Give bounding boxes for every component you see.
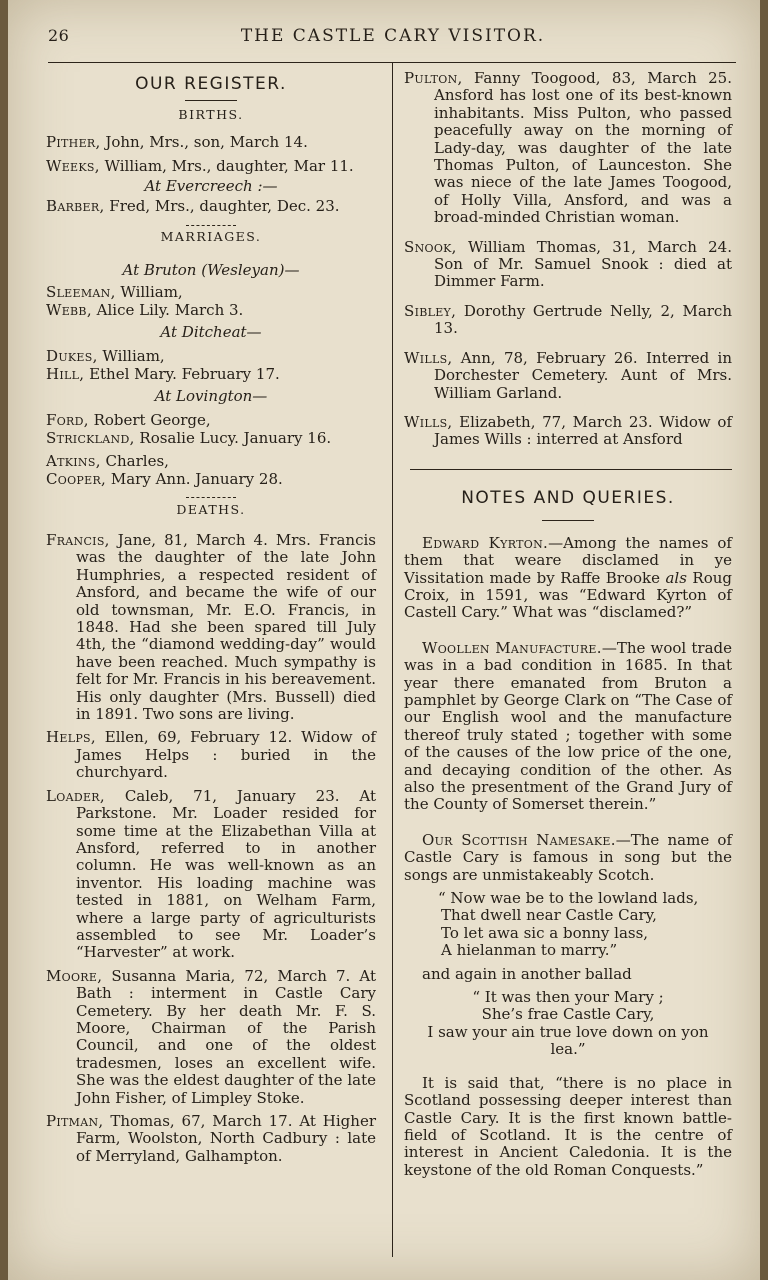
deaths-list-left (46, 532, 376, 1165)
note-scottish: Our Scottish Namesake.—The name of Castle Cary is famous in song but the songs are unmistakeably Scotch. (404, 830, 732, 884)
deaths-heading: DEATHS. (176, 502, 246, 517)
left-column (46, 70, 376, 1165)
births-rule (186, 225, 236, 226)
deaths-list-right (404, 70, 732, 449)
verse-line: lea.” (550, 1040, 586, 1059)
page-number: 26 (48, 26, 70, 45)
death-entry: Pulton, Fanny Toogood, 83, March 25. Ansford has lost one of its best-known inhabitants. Miss Pulton, who passed peacefully away on the morning of Lady-day, was daughter of the late Thomas Pulton, of Launceston. She was niece of the late James Toogood, of Holly Villa, Ansford, and was a broad-minded Christian woman. (404, 69, 732, 227)
right-column (404, 70, 732, 1179)
marriage-entry: Dukes, William, (46, 347, 165, 365)
verse-line: “ It was then your Mary ; (472, 988, 664, 1007)
marriage-entry: Cooper, Mary Ann. January 28. (46, 470, 283, 488)
verse-two (404, 989, 732, 1059)
death-entry: Francis, Jane, 81, March 4. Mrs. Francis was the daughter of the late John Humphries, a respected resident of Ansford, and became the wife of our old townsman, Mr. E.O. Francis, in 1848. Had she been spared till July 4th, the “diamond wedding-day” would have been reached. Much sympathy is felt for Mr. Francis in his bereavement. His only daughter (Mrs. Bussell) died in 1891. Two sons are living. (46, 531, 376, 724)
page (8, 0, 760, 1280)
death-entry: Sibley, Dorothy Gertrude Nelly, 2, March 13. (404, 301, 732, 338)
note-woollen: Woollen Manufacture.—The wool trade was in a bad condition in 1685. In that year there emanated from Bruton a pamphlet by George Clark on “The Case of our English wool and the manufacture thereof truly stated ; together with some of the causes of the low price of the one, and decaying condition of the other. As also the presentment of the Grand Jury of the County of Somerset therein.” (404, 638, 732, 814)
verse-line: A hielanman to marry.” (441, 941, 618, 960)
verse-line: I saw your ain true love down on yon (427, 1022, 709, 1041)
marriages-list (46, 261, 376, 488)
births-heading: BIRTHS. (178, 107, 244, 122)
death-entry: Moore, Susanna Maria, 72, March 7. At Bath : interment in Castle Cary Cemetery. By her death Mr. F. S. Moore, Chairman of the Parish Council, and one of the oldest tradesmen, loses an excellent wife. She was the eldest daughter of the late John Fisher, of Limpley Stoke. (46, 966, 376, 1107)
note-closing: It is said that, “there is no place in Scotland possessing deeper interest than Castle Cary. It is the first known battle-field of Scotland. It is the centre of interest in Ancient Caledonia. It is the keystone of the old Roman Conquests.” (404, 1073, 732, 1179)
death-entry: Wills, Elizabeth, 77, March 23. Widow of James Wills : interred at Ansford (404, 412, 732, 449)
death-entry: Pitman, Thomas, 67, March 17. At Higher Farm, Woolston, North Cadbury : late of Merryland, Galhampton. (46, 1112, 376, 1165)
verse-line: That dwell near Castle Cary, (441, 906, 657, 925)
marriage-entry: Atkins, Charles, (46, 452, 169, 470)
column-divider (392, 62, 393, 1257)
marriage-entry: Ford, Robert George, (46, 411, 211, 429)
marriage-entry: Webb, Alice Lily. March 3. (46, 301, 244, 319)
running-header (48, 26, 738, 54)
verse-one (404, 890, 732, 960)
death-entry: Helps, Ellen, 69, February 12. Widow of James Helps : buried in the churchyard. (46, 728, 376, 782)
register-title: OUR REGISTER. (135, 74, 287, 94)
birth-entry: Weeks, William, Mrs., daughter, Mar 11. (46, 157, 354, 175)
birth-place: At Evercreech :— (144, 177, 278, 195)
marriage-entry: Sleeman, William, (46, 283, 183, 301)
verse-line: She’s frae Castle Cary, (481, 1005, 655, 1024)
notes-title: NOTES AND QUERIES. (461, 487, 675, 508)
marriage-place: At Lovington— (154, 387, 268, 405)
birth-entry: Barber, Fred, Mrs., daughter, Dec. 23. (46, 197, 340, 215)
death-entry: Snook, William Thomas, 31, March 24. Son of Mr. Samuel Snook : died at Dimmer Farm. (404, 237, 732, 291)
births-list (46, 133, 376, 215)
death-entry: Wills, Ann, 78, February 26. Interred in Dorchester Cemetery. Aunt of Mrs. William Garland. (404, 348, 732, 402)
notes-title-rule (542, 520, 594, 521)
marriage-entry: Strickland, Rosalie Lucy. January 16. (46, 429, 332, 447)
note-kyrton: Edward Kyrton.—Among the names of them that weare disclamed in ye Vissitation made by Raffe Brooke als Roug Croix, in 1591, was “Edward Kyrton of Castell Cary.” What was “disclamed?” (404, 533, 732, 622)
marriage-entry: Hill, Ethel Mary. February 17. (46, 365, 280, 383)
birth-entry: Pither, John, Mrs., son, March 14. (46, 133, 308, 151)
title-rule (185, 100, 237, 101)
marriages-heading: MARRIAGES. (160, 229, 262, 244)
running-title: THE CASTLE CARY VISITOR. (240, 26, 546, 46)
verse-line: “ Now wae be to the lowland lads, (438, 889, 699, 908)
verse-line: To let awa sic a bonny lass, (441, 923, 649, 942)
marriages-rule (186, 497, 236, 498)
death-entry: Loader, Caleb, 71, January 23. At Parkstone. Mr. Loader resided for some time at the Elizabethan Villa at Ansford, referred to in another column. He was well-known as an inventor. His loading machine was tested in 1881, on Welham Farm, where a large party of agriculturists assembled to see Mr. Loader’s “Harvester” at work. (46, 786, 376, 962)
section-rule (410, 469, 732, 470)
marriage-place: At Bruton (Wesleyan)— (122, 261, 300, 279)
verse-intro: and again in another ballad (422, 964, 632, 983)
marriage-place: At Ditcheat— (160, 323, 262, 341)
